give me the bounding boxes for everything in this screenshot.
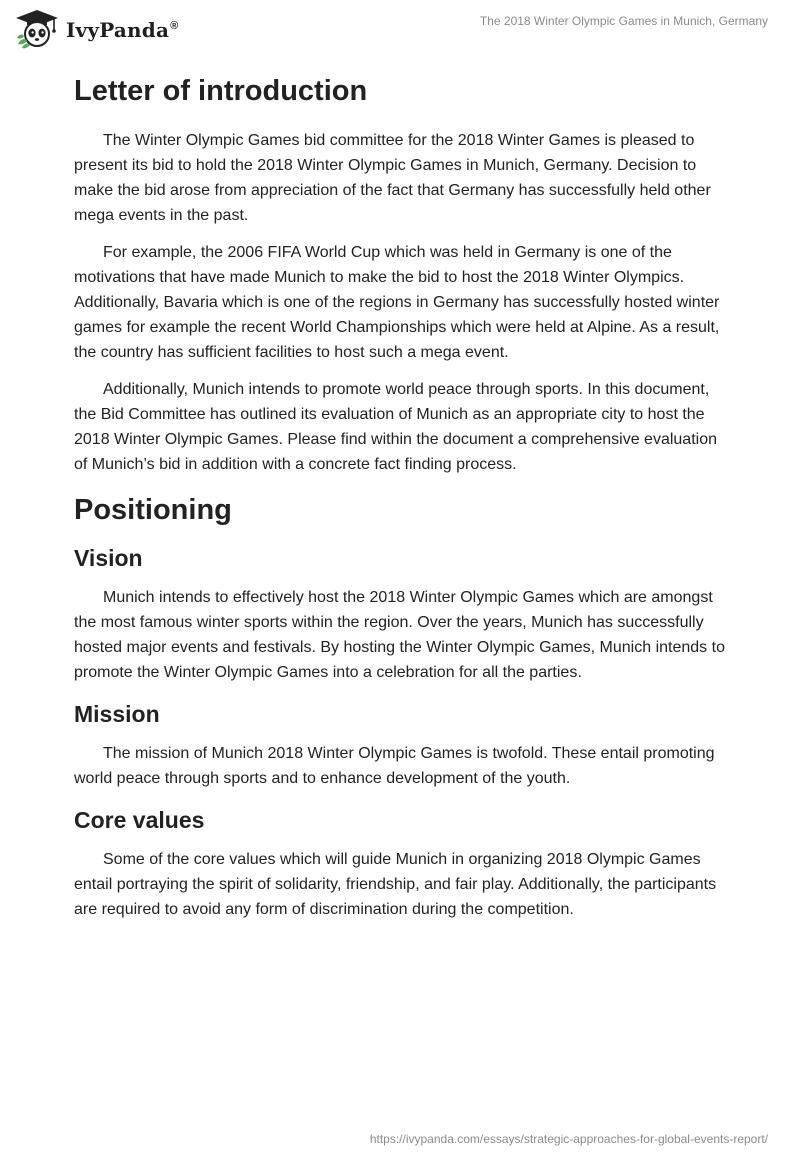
panda-graduate-icon [14, 8, 60, 50]
article-body [74, 70, 734, 934]
page-header [0, 0, 800, 60]
heading-mission: Mission [74, 701, 160, 727]
mission-paragraph: The mission of Munich 2018 Winter Olympic Games is twofold. These entail promoting world peace through sports and to enhance development of the youth. [74, 745, 715, 787]
letter-paragraph-1: The Winter Olympic Games bid committee for the 2018 Winter Games is pleased to present its bid to hold the 2018 Winter Olympic Games in Munich, Germany. Decision to make the bid arose from appreciation of the fact that Germany has successfully held other mega events in the past. [74, 132, 711, 224]
letter-paragraph-2: For example, the 2006 FIFA World Cup which was held in Germany is one of the motivations that have made Munich to make the bid to host the 2018 Winter Olympics. Additionally, Bavaria which is one of the regions in Germany has successfully hosted winter games for example the recent World Championships which were held at Alpine. As a result, the country has sufficient facilities to host such a mega event. [74, 244, 720, 361]
brand-text: IvyPanda [66, 18, 170, 42]
document-title: The 2018 Winter Olympic Games in Munich, Germany [479, 14, 768, 28]
core-values-paragraph: Some of the core values which will guide Munich in organizing 2018 Olympic Games entail portraying the spirit of solidarity, friendship, and fair play. Additionally, the participants are required to avoid any form of discrimination during the competition. [74, 851, 717, 918]
letter-paragraph-3: Additionally, Munich intends to promote world peace through sports. In this document, the Bid Committee has outlined its evaluation of Munich as an appropriate city to host the 2018 Winter Olympic Games. Please find within the document a comprehensive evaluation of Munich’s bid in addition with a concrete fact finding process. [74, 381, 717, 473]
vision-paragraph: Munich intends to effectively host the 2018 Winter Olympic Games which are amongst the most famous winter sports within the region. Over the years, Munich has successfully hosted major events and festivals. By hosting the Winter Olympic Games, Munich intends to promote the Winter Olympic Games into a celebration for all the parties. [74, 589, 725, 681]
ivypanda-logo[interactable] [14, 8, 178, 50]
heading-core-values: Core values [74, 807, 205, 833]
heading-vision: Vision [74, 545, 143, 571]
heading-letter-of-introduction: Letter of introduction [74, 75, 368, 107]
brand-name [66, 18, 178, 42]
registered-mark: ® [170, 20, 179, 32]
source-url[interactable]: https://ivypanda.com/essays/strategic-approaches-for-global-events-report/ [369, 1132, 768, 1146]
heading-positioning: Positioning [74, 494, 232, 526]
